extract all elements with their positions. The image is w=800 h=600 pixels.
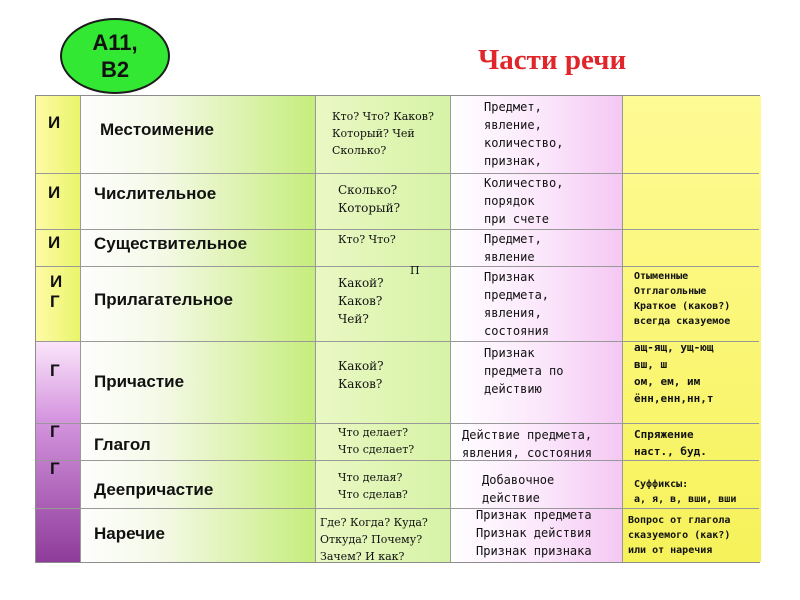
row-notes: Вопрос от глагола сказуемого (как?) или от наречия: [628, 515, 731, 556]
row-questions: Где? Когда? Куда? Откуда? Почему? Зачем? И как?: [320, 516, 428, 563]
row-letter: Г: [50, 459, 60, 478]
row-questions: Какой? Каков? Чей?: [338, 276, 384, 326]
page-title: Части речи: [478, 44, 627, 76]
topic-badge: [60, 18, 170, 94]
column-divider: [450, 96, 451, 562]
row-name: Деепричастие: [94, 480, 214, 499]
badge-line-2: В2: [100, 57, 130, 82]
row-meaning: Количество, порядок при счете: [484, 176, 564, 226]
row-name: Наречие: [94, 524, 165, 543]
row-letter: И: [48, 183, 61, 202]
row-meaning: Признак предмета по действию: [484, 346, 564, 396]
row-meaning: Действие предмета, явления, состояния: [462, 428, 593, 460]
row-marker: П: [410, 264, 420, 277]
row-name: Местоимение: [100, 120, 214, 139]
row-name: Числительное: [94, 184, 217, 203]
row-letter: И: [48, 233, 61, 252]
row-divider: [36, 266, 759, 267]
badge-line-1: А11,: [92, 30, 138, 55]
column-divider: [622, 96, 623, 562]
row-letter: Г: [50, 422, 60, 441]
row-name: Существительное: [94, 234, 248, 253]
row-meaning: Признак предмета Признак действия Признак признака: [476, 508, 592, 558]
row-notes: Отыменные Отглагольные Краткое (каков?) всегда сказуемое: [634, 271, 731, 327]
row-meaning: Предмет, явление: [484, 232, 542, 264]
row-name: Глагол: [94, 435, 151, 454]
row-divider: [36, 173, 759, 174]
row-name: Прилагательное: [94, 290, 233, 309]
row-divider: [36, 229, 759, 230]
row-questions: Сколько? Который?: [338, 183, 401, 215]
row-letters: И Г: [50, 272, 63, 311]
row-notes: ащ-ящ, ущ-ющ вш, ш ом, ем, им ённ,енн,нн,т: [634, 341, 714, 405]
row-notes: Спряжение наст., буд.: [634, 428, 707, 458]
row-questions: Кто? Что?: [338, 233, 396, 246]
row-letter: И: [48, 113, 61, 132]
row-questions: Что делая? Что сделав?: [338, 471, 408, 501]
row-meaning: Предмет, явление, количество, признак,: [484, 100, 564, 168]
row-notes: Суффиксы: а, я, в, вши, вши: [634, 479, 737, 505]
row-divider: [36, 508, 759, 509]
row-name: Причастие: [94, 372, 185, 391]
row-meaning: Добавочное действие: [482, 473, 555, 505]
row-questions: Что делает? Что сделает?: [338, 426, 415, 456]
row-questions: Кто? Что? Каков? Который? Чей Сколько?: [332, 110, 434, 157]
row-divider: [36, 460, 759, 461]
row-letter: Г: [50, 361, 60, 380]
parts-of-speech-table: [35, 95, 760, 563]
row-questions: Какой? Каков?: [338, 359, 384, 391]
column-divider: [315, 96, 316, 562]
column-divider: [80, 96, 81, 562]
row-meaning: Признак предмета, явления, состояния: [484, 270, 550, 338]
